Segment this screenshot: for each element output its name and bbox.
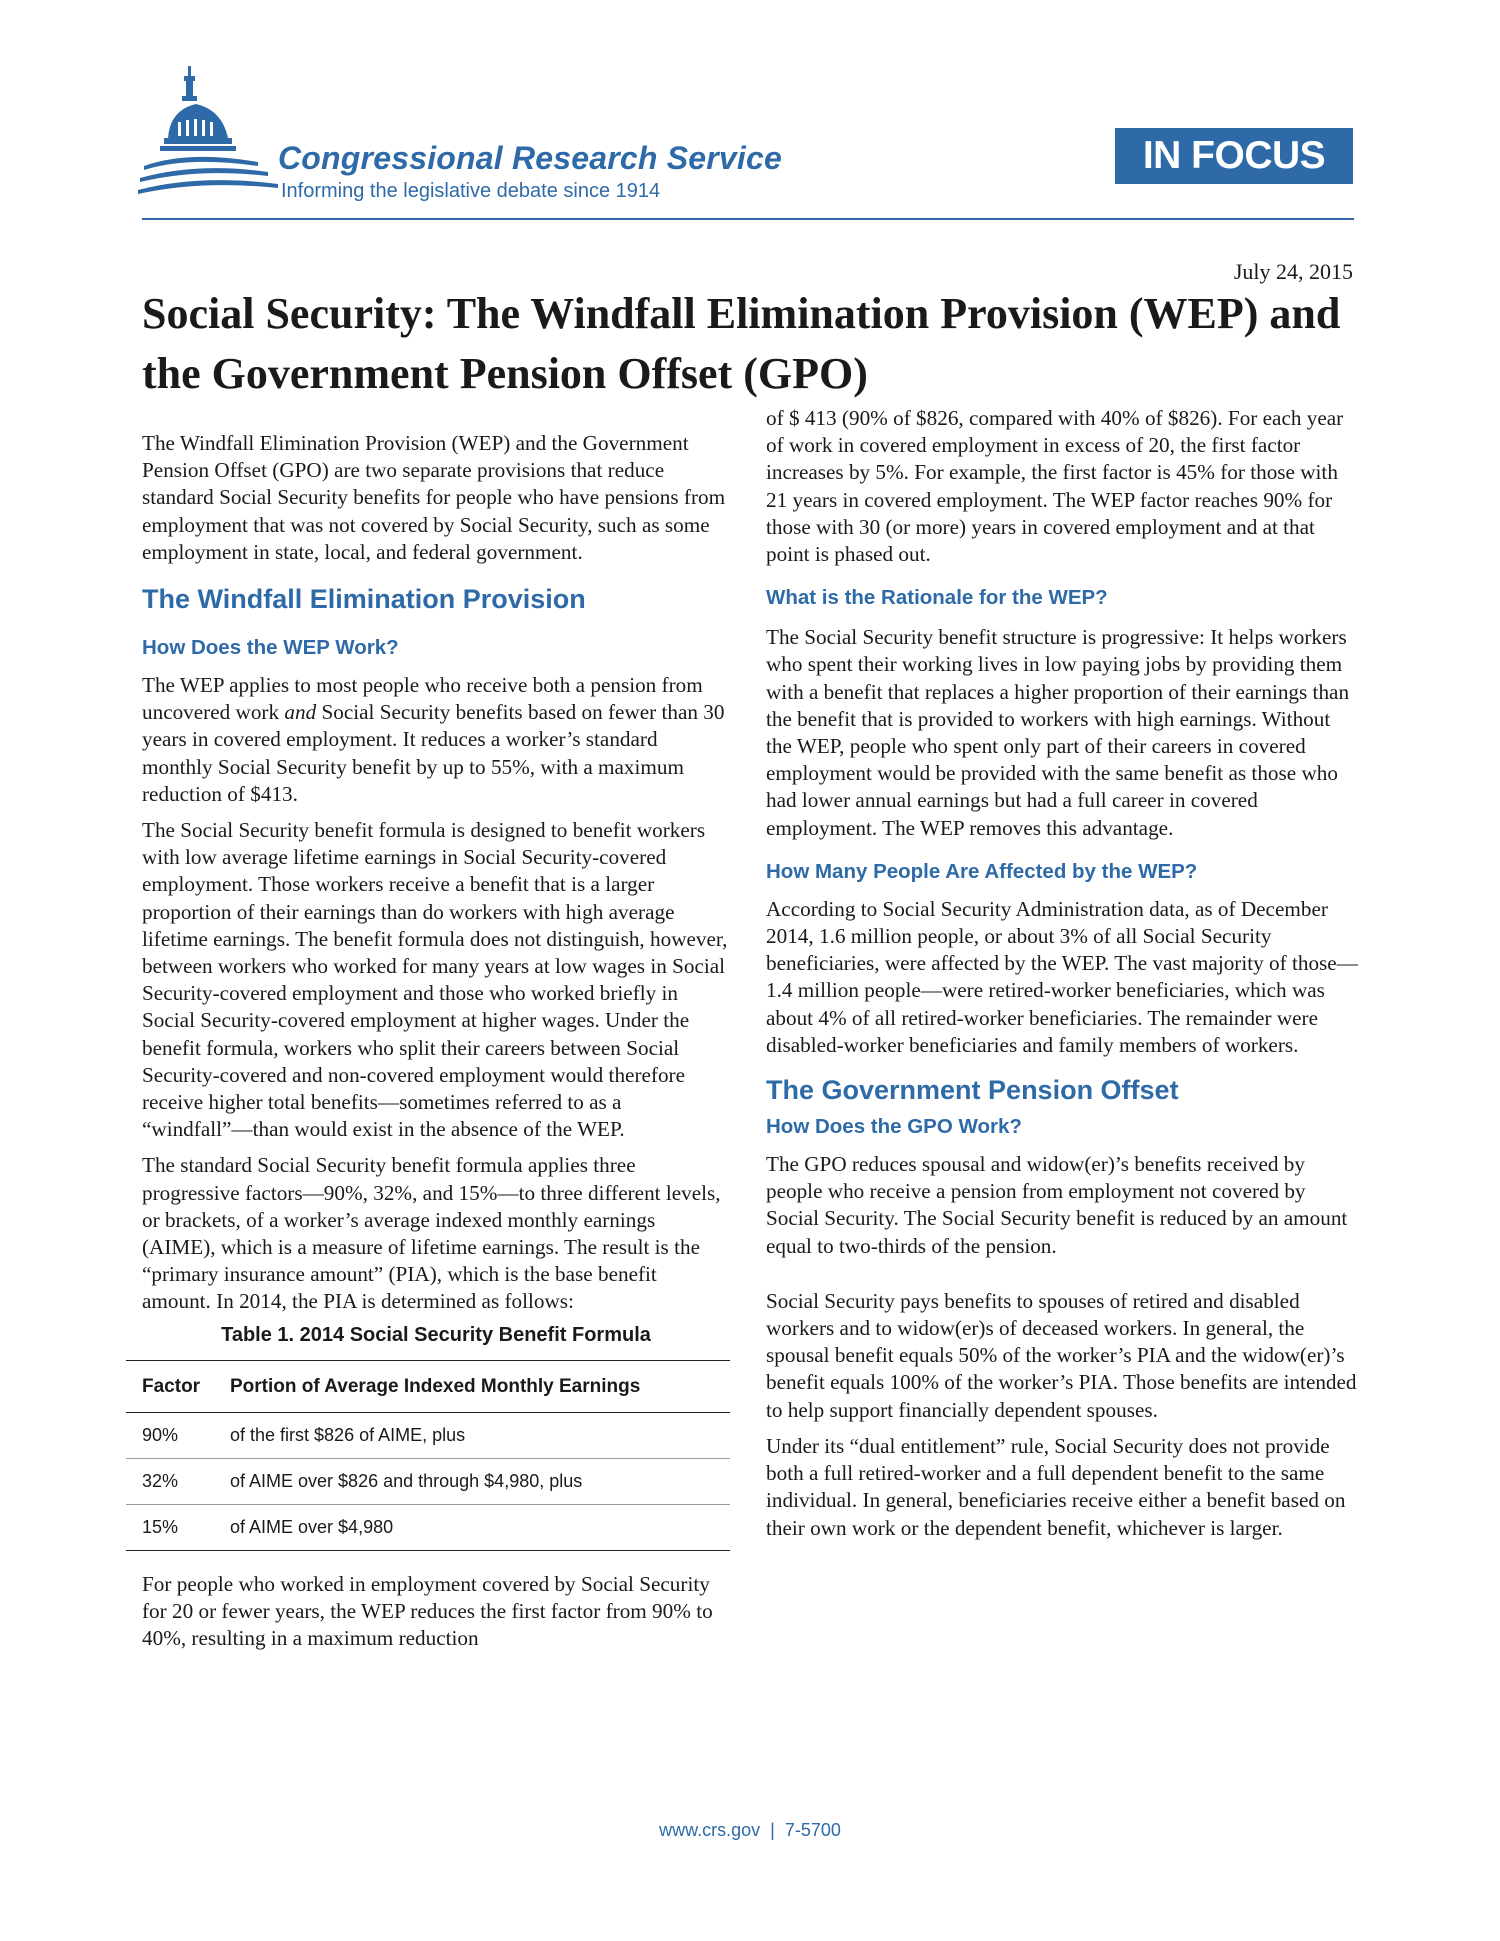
how-wep-works-heading: How Does the WEP Work? <box>142 636 399 660</box>
wep-affected-heading: How Many People Are Affected by the WEP? <box>766 859 1198 883</box>
wep-continued-paragraph: of $ 413 (90% of $826, compared with 40% of $826). For each year of work in covered employment in excess of 20, the first factor increases by 5%. For example, the first factor is 45% for those with 21 years in covered employment. The WEP factor reaches 90% for those with 30 (or more) years in covered employment and at that point is phased out. <box>766 406 1344 567</box>
wep-rationale-heading: What is the Rationale for the WEP? <box>766 586 1108 610</box>
footer-url[interactable]: www.crs.gov <box>659 1820 761 1840</box>
table-row <box>126 1458 730 1504</box>
gpo-paragraph-2: Social Security pays benefits to spouses of retired and disabled workers and to widow(er)s of deceased workers. In general, the spousal benefit equals 50% of the worker’s PIA and the widow(er)’s benefit equals 100% of the worker’s PIA. Those benefits are intended to help support financially dependent spouses. <box>766 1288 1357 1422</box>
org-tagline: Informing the legislative debate since 1914 <box>281 180 661 202</box>
header-divider <box>142 218 1354 220</box>
gpo-section-heading: The Government Pension Offset <box>766 1075 1179 1106</box>
intro-paragraph: The Windfall Elimination Provision (WEP) and the Government Pension Offset (GPO) are two separate provisions that reduce standard Social Security benefits for people who have pensions from employment that was not covered by Social Security, such as some employment in state, local, and federal government. <box>142 431 726 564</box>
how-gpo-works-heading: How Does the GPO Work? <box>766 1115 1022 1139</box>
page-footer <box>0 1820 1500 1841</box>
rationale-paragraph: The Social Security benefit structure is progressive: It helps workers who spent their working lives in low paying jobs by providing them with a benefit that replaces a higher proportion of their earnings than the benefit that is provided to workers with high earnings. Without the WEP, people who spent only part of their careers in covered employment would be provided with the same benefit as those who had lower annual earnings but had a full career in covered employment. The WEP removes this advantage. <box>766 625 1350 840</box>
gpo-paragraph-3: Under its “dual entitlement” rule, Social Security does not provide both a full retired-worker and a full dependent benefit to the same individual. In general, beneficiaries receive either a benefit based on their own work or the dependent benefit, whichever is larger. <box>766 1433 1346 1540</box>
portion-column-header: Portion of Average Indexed Monthly Earnings <box>214 1360 730 1412</box>
factor-cell: 32% <box>126 1458 214 1504</box>
org-name: Congressional Research Service <box>278 140 783 176</box>
emphasis-and: and <box>284 700 317 725</box>
wep-paragraph-4: For people who worked in employment covered by Social Security for 20 or fewer years, the WEP reduces the first factor from 90% to 40%, resulting in a maximum reduction <box>142 1571 713 1651</box>
table-title: Table 1. 2014 Social Security Benefit Formula <box>221 1323 651 1346</box>
portion-cell: of AIME over $826 and through $4,980, plus <box>214 1458 730 1504</box>
table-header-row <box>126 1360 730 1412</box>
left-column <box>142 430 730 1662</box>
publication-date: July 24, 2015 <box>1233 259 1353 284</box>
table-row <box>126 1412 730 1458</box>
table-row <box>126 1504 730 1550</box>
wep-section-heading: The Windfall Elimination Provision <box>142 584 586 615</box>
portion-cell: of the first $826 of AIME, plus <box>214 1412 730 1458</box>
gpo-paragraph-1: The GPO reduces spousal and widow(er)’s benefits received by people who receive a pension from employment not covered by Social Security. The Social Security benefit is reduced by an amount equal to two-thirds of the pension. <box>766 1152 1348 1258</box>
page-title: Social Security: The Windfall Elimination Provision (WEP) and the Government Pension Offset (GPO) <box>142 289 1341 398</box>
affected-paragraph: According to Social Security Administration data, as of December 2014, 1.6 million people, or about 3% of all Social Security beneficiaries, were affected by the WEP. The vast majority of those—1.4 million people—were retired-worker beneficiaries, which was about 4% of all retired-worker beneficiaries. The remainder were disabled-worker beneficiaries and family members of workers. <box>766 896 1358 1057</box>
factor-column-header: Factor <box>126 1360 214 1412</box>
factor-cell: 90% <box>126 1412 214 1458</box>
wep-paragraph-3: The standard Social Security benefit formula applies three progressive factors—90%, 32%, and 15%—to three different levels, or brackets, of a worker’s average indexed monthly earnings (AIME), which is a measure of lifetime earnings. The result is the “primary insurance amount” (PIA), which is the base benefit amount. In 2014, the PIA is determined as follows: <box>142 1153 721 1314</box>
capitol-dome-logo <box>138 62 278 202</box>
wep-paragraph-1: The WEP applies to most people who receive both a pension from uncovered work and Social Security benefits based on fewer than 30 years in covered employment. It reduces a worker’s standard monthly Social Security benefit by up to 55%, with a maximum reduction of $413. <box>142 673 725 806</box>
portion-cell: of AIME over $4,980 <box>214 1504 730 1550</box>
footer-separator: | <box>770 1820 775 1840</box>
right-column <box>766 405 1358 1551</box>
factor-cell: 15% <box>126 1504 214 1550</box>
wep-paragraph-2: The Social Security benefit formula is designed to benefit workers with low average lifetime earnings in Social Security-covered employment. Those workers receive a benefit that is a larger proportion of their earnings than do workers with high average lifetime earnings. The benefit formula does not distinguish, however, between workers who worked for many years at low wages in Social Security-covered employment and those who worked briefly in Social Security-covered employment at higher wages. Under the benefit formula, workers who split their careers between Social Security-covered and non-covered employment would therefore receive higher total benefits—sometimes referred to as a “windfall”—than would exist in the absence of the WEP. <box>142 818 728 1142</box>
in-focus-badge: IN FOCUS <box>1115 128 1353 184</box>
footer-code: 7-5700 <box>784 1820 841 1840</box>
benefit-formula-table <box>126 1360 730 1551</box>
